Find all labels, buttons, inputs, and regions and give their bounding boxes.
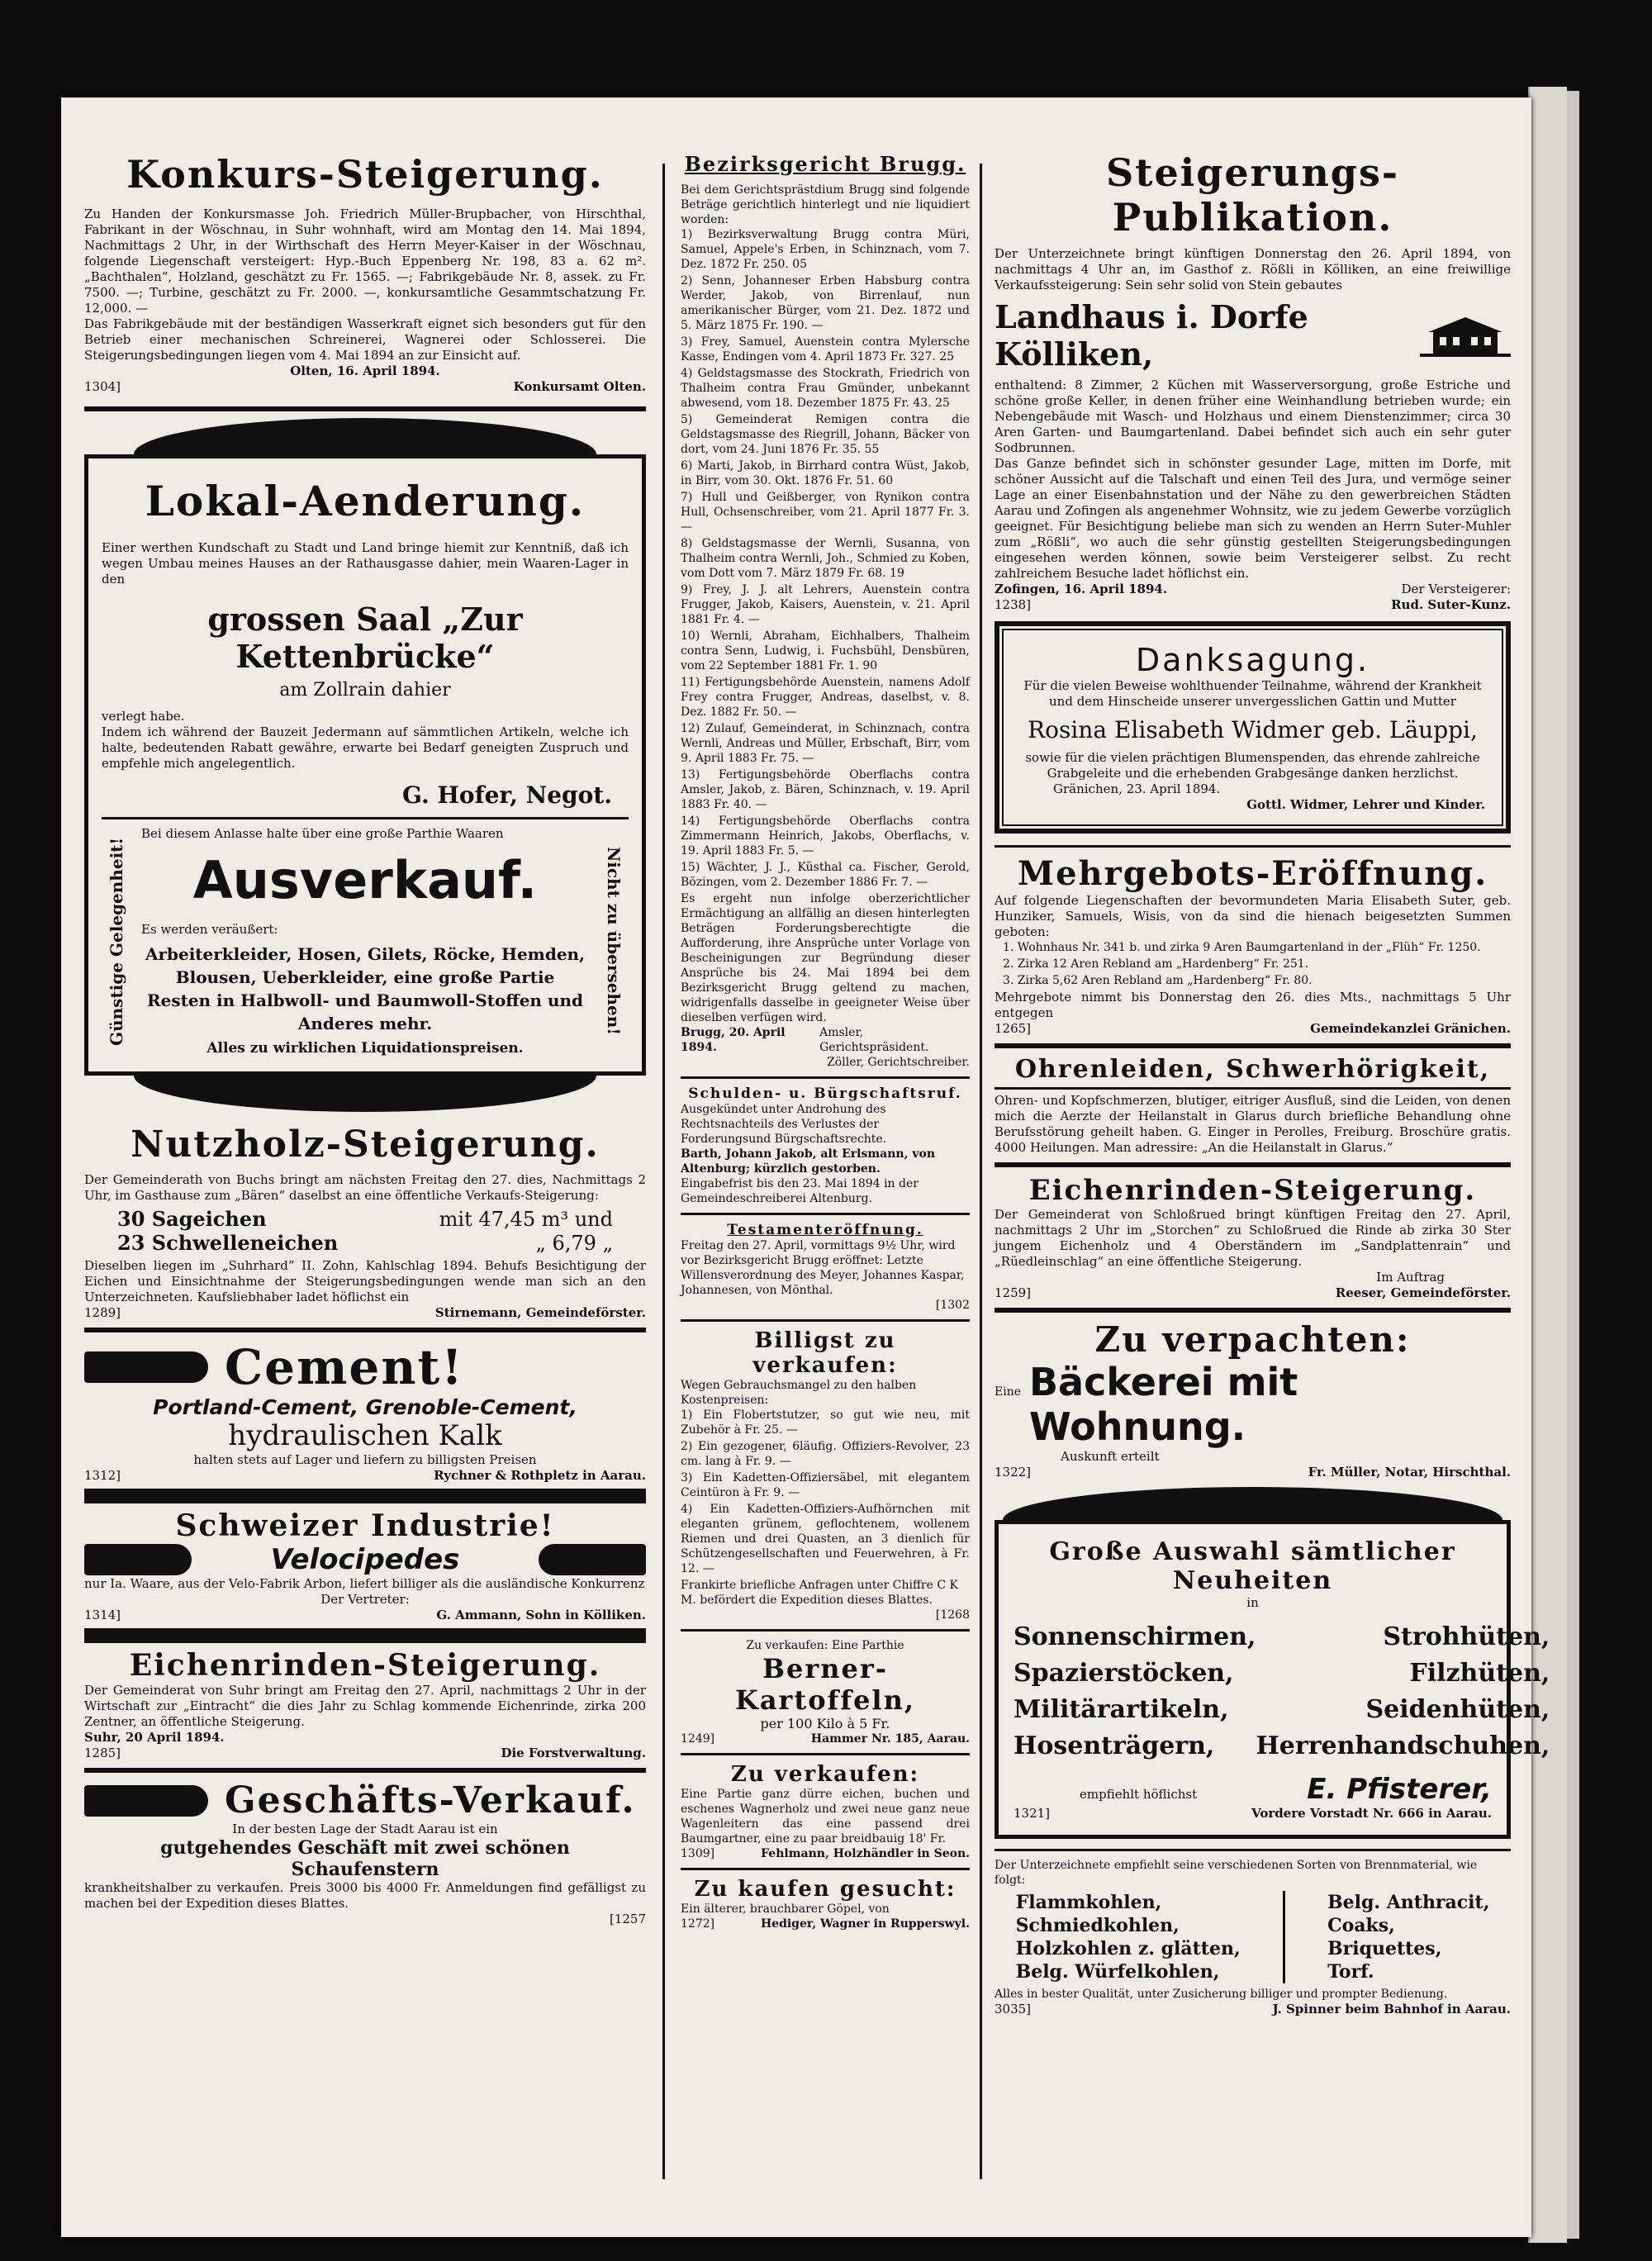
brenn-number: 3035] [995,2002,1032,2016]
pfister-left-item: Sonnenschirmen, [1014,1622,1256,1651]
nutzholz-body: Der Gemeinderath von Buchs bringt am nächsten Freitag den 27. dies, Nachmittags 2 Uhr, im Gasthause zum „Bären“ daselbst an eine öffentliche Verkaufs-Steigerung: [84,1172,646,1203]
lokal-body2: Indem ich während der Bauzeit Jedermann auf sämmtlichen Artikeln, welche ich halte, bedeutenden Rabatt gewähre, erwarte bei Bedarf geneigten Zuspruch und empfehle mich angelegentlich. [102,724,629,771]
bezirk-entry: 8) Geldstagsmasse der Wernli, Susanna, von Thalheim contra Wernli, Joh., Schmied zu Koben, vom Dott vom 7. März 1879 Fr. 68. 19 [681,537,970,580]
bezirk-place: Brugg, 20. April 1894. [681,1026,786,1054]
billigst-number: [1268 [935,1608,970,1622]
lokal-footer: Alles zu wirklichen Liquidationspreisen. [206,1040,524,1057]
pointing-hand-icon-2 [84,1785,208,1817]
lokal-signature: G. Hofer, Negot. [402,781,612,809]
gesucht-ad [681,1877,970,1931]
bezirk-entry: 6) Marti, Jakob, in Birrhard contra Wüst, Jakob, in Birr, vom 30. Okt. 1876 Fr. 51. 60 [681,459,970,487]
steigerung-sig2: Rud. Suter-Kunz. [1391,597,1511,612]
gesucht-signature: Hediger, Wagner in Rupperswyl. [760,1917,970,1931]
nutzholz-item2-label: 23 Schwelleneichen [117,1231,339,1255]
eichen-title: Eichenrinden-Steigerung. [129,1648,601,1683]
testament-notice [681,1222,970,1313]
holz-signature: Fehlmann, Holzhändler in Seon. [761,1847,970,1860]
konkurs-signature: Konkursamt Olten. [513,379,646,394]
bezirk-entry: 11) Fertigungsbehörde Auenstein, namens Adolf Frey contra Frugger, Andreas, daselbst, v. 8. Dez. 1882 Fr. 50. — [681,676,970,719]
gesucht-title: Zu kaufen gesucht: [694,1877,957,1902]
ornament-bottom [134,1076,596,1112]
pacht-title: Zu verpachten: [1094,1319,1411,1360]
bezirk-sig1: Amsler, Gerichtspräsident. [819,1026,929,1054]
dank-title: Danksagung. [1135,642,1370,678]
eichen2-title: Eichenrinden-Steigerung. [1028,1174,1477,1207]
billigst-title: Billigst zu verkaufen: [752,1328,898,1378]
brenn-right-list [1327,1891,1489,1983]
lokal-hall: grossen Saal „Zur Kettenbrücke“ [207,601,523,675]
brenn-left-item: Belg. Würfelkohlen, [1015,1961,1220,1983]
konkurs-title: Konkurs-Steigerung. [126,152,604,197]
bezirk-notice [681,152,970,1070]
pfister-right-item: Seidenhüten, [1365,1695,1550,1724]
billigst-items [681,1408,970,1576]
ornament-top-2 [1003,1487,1502,1520]
bezirk-title: Bezirksgericht Brugg. [684,152,966,176]
velo-representative: Der Vertreter: [320,1592,410,1607]
mehr-number: 1265] [995,1021,1032,1036]
bezirk-entry: 1) Bezirksverwaltung Brugg contra Müri, Samuel, Appele's Erben, in Schinznach, vom 7. Dez. 1872 Fr. 250. 05 [681,228,970,271]
lokal-title: Lokal-Aenderung. [145,477,586,525]
nutzholz-number: 1289] [84,1305,121,1320]
pfister-address: Vordere Vorstadt Nr. 666 in Aarau. [1251,1806,1492,1821]
brenn-right-item: Briquettes, [1327,1938,1442,1959]
konkurs-place: Olten, 16. April 1894. [290,363,440,378]
dank-body: Für die vielen Beweise wohlthuender Teilnahme, während der Krankheit und dem Hinscheide unserer unvergesslichen Gattin und Mutter [1023,678,1482,709]
cement-title: Cement! [225,1339,464,1395]
nutzholz-signature: Stirnemann, Gemeindeförster. [434,1305,646,1320]
testament-body: Freitag den 27. April, vormittags 9½ Uhr, wird vor Bezirksgericht Brugg eröffnet: Letzte Willensverordnung des Meyer, Johannes Kaspar, Johannesen, von Mönthal. [681,1239,965,1297]
bezirk-entry: 13) Fertigungsbehörde Oberflachs contra Amsler, Jakob, z. Bären, Schinznach, v. 19. April 1883 Fr. 40. — [681,768,970,811]
newspaper-page [61,97,1550,2237]
eichen2-signature: Reeser, Gemeindeförster. [1335,1285,1511,1300]
billigst-item: 4) Ein Kadetten-Offiziers-Aufhörnchen mit eleganten grünem, geflochtenem, wollenem Riemen und drei Quasten, an 3 dienlich für Schützengesellschaften und Feuerwehren, à Fr. 12. — [681,1503,970,1575]
mehr-item: 2. Zirka 12 Aren Rebland am „Hardenberg“ Fr. 251. [1003,957,1309,971]
schulden-name: Barth, Johann Jakob, alt Erlsmann, von Altenburg; kürzlich gestorben. [681,1147,936,1176]
dank-signature: Gottl. Widmer, Lehrer und Kinder. [1246,797,1485,812]
pfister-number: 1321] [1014,1806,1051,1821]
cement-signature: Rychner & Rothpletz in Aarau. [434,1468,646,1483]
brenn-left-list [1016,1891,1241,1983]
pfister-left-item: Militärartikeln, [1014,1695,1229,1724]
nutzholz-item1-value: mit 47,45 m³ und [439,1208,613,1231]
steigerung-title: Steigerungs-Publikation. [1106,150,1399,240]
pacht-signature: Fr. Müller, Notar, Hirschthal. [1308,1465,1511,1480]
mehr-item: 1. Wohnhaus Nr. 341 b. und zirka 9 Aren Baumgartenland in der „Flüh“ Fr. 1250. [1003,941,1481,954]
eichen-signature: Die Forstverwaltung. [501,1746,646,1760]
bezirk-entry: 15) Wächter, J. J., Küsthal ca. Fischer, Gerold, Bözingen, vom 2. Dezember 1886 Fr. 7. — [681,861,970,889]
konkurs-body2: Das Fabrikgebäude mit der beständigen Wasserkraft eignet sich besonders gut für den Betrieb einer mechanischen Schreinerei, Wagnerei oder Schlosserei. Die Steigerungsbedingungen liegen vom 4. Mai 1894 an zur Einsicht auf. [84,316,646,363]
velo-body: nur Ia. Waare, aus der Velo-Fabrik Arbon, liefert billiger als die ausländische Konkurrenz [84,1576,645,1591]
eichen2-auftrag: Im Auftrag [1376,1270,1445,1285]
brenn-right-item: Coaks, [1327,1915,1395,1936]
ohren-ad [995,1055,1511,1156]
velo-signature: G. Ammann, Sohn in Kölliken. [436,1608,646,1622]
holz-title: Zu verkaufen: [730,1762,920,1787]
eichen2-body: Der Gemeinderat von Schloßrued bringt künftigen Freitag den 27. April, nachmittags 2 Uhr im „Storchen“ zu Schloßrued die Rinde ab zirka 30 Ster jungem Eichenholz und 4 Oberständern im „Sandplattenrain“ und „Rüedleinschlag“ an eine öffentliche Steigerung. [995,1207,1511,1269]
steigerung-body2: enthaltend: 8 Zimmer, 2 Küchen mit Wasserversorgung, große Estriche und schöne große Keller, in denen früher eine Weinhandlung betrieben wurde; ein Nebengebäude mit Wasch- und Holzhaus und einem Dienstenzimmer; circa 30 Aren Garten- und Baumgartenland. Dabei befindet sich auch ein sehr guter Sodbrunnen. [995,378,1511,455]
schulden-body: Ausgekündet unter Androhung des Rechtsnachteils des Verlustes der Forderungsund Bürgschaftsrechte. [681,1103,887,1146]
pfister-in: in [1246,1595,1259,1610]
billigst-item: 2) Ein gezogener, 6läufig. Offiziers-Revolver, 23 cm. lang à Fr. 9. — [681,1440,970,1468]
house-icon [1420,314,1511,357]
lokal-list-intro: Es werden veräußert: [141,922,278,937]
holz-number: 1309] [681,1847,715,1860]
schulden-title: Schulden- u. Bürgschaftsruf. [688,1085,962,1102]
brenn-ad [995,1858,1511,2017]
konkurs-number: 1304] [84,379,121,394]
mehr-signature: Gemeindekanzlei Gränichen. [1310,1021,1511,1036]
berner-ad [681,1638,970,1746]
eichen-ad [84,1648,646,1761]
pfister-ad [995,1487,1550,1839]
lokal-intro: Bei diesem Anlasse halte über eine große Parthie Waaren [141,826,504,841]
brenn-left-item: Schmiedkohlen, [1015,1915,1180,1936]
velo-number: 1314] [84,1608,121,1622]
lokal-street: am Zollrain dahier [279,680,451,701]
nutzholz-ad [84,1123,646,1321]
geschaeft-title: Geschäfts-Verkauf. [225,1779,636,1822]
konkurs-ad [84,152,646,395]
berner-price: per 100 Kilo à 5 Fr. [760,1716,890,1731]
bezirk-entry: 14) Fertigungsbehörde Oberflachs contra Zimmermann Heinrich, Jakobs, Oberflachs, v. 19. April 1883 Fr. 5. — [681,815,970,857]
steigerung-place: Zofingen, 16. April 1894. [995,582,1168,596]
billigst-item: 1) Ein Flobertstutzer, so gut wie neu, mit Zubehör à Fr. 25. — [681,1408,970,1437]
eichen2-ad [995,1174,1511,1301]
steigerung-body: Der Unterzeichnete bringt künftigen Donnerstag den 26. April 1894, von nachmittags 4 Uhr an, im Gasthof z. Rößli in Kölliken, an eine freiwillige Verkaufssteigerung: Sein sehr solid von Stein gebautes [995,246,1511,292]
pointing-hand-right-icon [539,1544,646,1575]
konkurs-body: Zu Handen der Konkursmasse Joh. Friedrich Müller-Brupbacher, von Hirschthal, Fabrikant in der Wöschnau, in Suhr wohnhaft, wird am Montag den 14. Mai 1894, Nachmittags 2 Uhr, in der Wirthschaft des Herrn Meyer-Kaiser in der Wöschnau, folgende Liegenschaft versteigert: Hyp.-Buch Eppenberg Nr. 198, 83 a. 62 m². „Bachthalen“, Holzland, geschätzt zu Fr. 1565. —; Fabrikgebäude Nr. 8, assek. zu Fr. 7500. —; Turbine, geschätzt zu Fr. 2000. —, konkursamtliche Gesammtschatzung Fr. 12,000. — [84,207,646,316]
bezirk-entry: 9) Frey, J. J. alt Lehrers, Auenstein contra Frugger, Jakob, Kaisers, Auenstein, v. 21. April 1881 Fr. 4. — [681,583,970,626]
mehr-title: Mehrgebots-Eröffnung. [1017,854,1488,893]
berner-line1: Zu verkaufen: Eine Parthie [746,1639,904,1652]
bezirk-entry: 12) Zulauf, Gemeinderat, in Schinznach, contra Wernli, Andreas und Müller, Erbschaft, Birr, vom 9. April 1883 Fr. 75. — [681,722,970,765]
eichen-body: Der Gemeinderat von Suhr bringt am Freitag den 27. April, nachmittags 2 Uhr in der Wirtschaft zur „Eintracht“ die dies Jahr zu Schlag kommende Eichenrinde, zirka 200 Zentner, an öffentliche Steigerung. [84,1683,646,1729]
column-rule-2 [980,164,982,2179]
steigerung-ad [995,150,1511,613]
geschaeft-number: [1257 [609,1912,646,1926]
billigst-intro: Wegen Gebrauchsmangel zu den halben Kostenpreisen: [681,1379,917,1407]
lokal-sale: Ausverkauf. [192,850,538,910]
ohren-body: Ohren- und Kopfschmerzen, blutiger, eitriger Ausfluß, sind die Leiden, von denen mich die Aerzte der Heilanstalt in Glarus durch briefliche Behandlung ohne Berufsstörung geheilt haben. G. Einger in Perolles, Freiburg. Broschüre gratis. 4000 Heilungen. Man adressire: „An die Heilanstalt in Glarus.“ [995,1093,1511,1155]
bezirk-entry: 5) Gemeinderat Remigen contra die Geldstagsmasse des Riegrill, Johann, Bäcker von dort, vom 24. Juni 1876 Fr. 35. 55 [681,413,970,456]
bezirk-entry: 2) Senn, Johanneser Erben Habsburg contra Werder, Jakob, von Birrenlauf, nun amerikanischer Bürger, vom 21. Dez. 1872 und 5. März 1875 Fr. 190. — [681,274,970,332]
brenn-body: Alles in bester Qualität, unter Zusicherung billiger und prompter Bedienung. [995,1988,1448,2001]
pfister-right-item: Herrenhandschuhen, [1256,1731,1550,1760]
bezirk-intro: Bei dem Gerichtsprästdium Brugg sind folgende Beträge gerichtlich hinterlegt und nie liquidiert worden: [681,183,970,226]
bezirk-entry: 7) Hull und Geißberger, von Rynikon contra Hull, Ochsenschreiber, vom 21. April 1877 Fr. 3. — [681,491,970,534]
page-edge [1528,87,1567,2243]
billigst-ad [681,1328,970,1622]
testament-number: [1302 [935,1299,970,1312]
berner-signature: Hammer Nr. 185, Aarau. [810,1732,970,1746]
holz-ad [681,1762,970,1861]
velo-ad [84,1508,646,1623]
lokal-body: Einer werthen Kundschaft zu Stadt und Land bringe hiemit zur Kenntniß, daß ich wegen Umbau meines Hauses an der Rathausgasse dahier, mein Waaren-Lager in den [102,540,629,587]
dank-place: Gränichen, 23. April 1894. [1053,781,1221,796]
cement-number: 1312] [84,1468,121,1483]
pointing-hand-icon [84,1351,208,1383]
pfister-left-item: Spazierstöcken, [1014,1659,1234,1688]
column-rule-1 [662,164,665,2179]
mehr-item: 3. Zirka 5,62 Aren Rebland am „Hardenberg“ Fr. 80. [1003,974,1313,987]
mehrgebot-ad [995,854,1511,1037]
pfister-right-item: Filzhüten, [1409,1659,1550,1688]
schulden-body2: Eingabefrist bis den 23. Mai 1894 in der Gemeindeschreiberei Altenburg. [681,1177,919,1205]
brenn-right-item: Belg. Anthracit, [1327,1892,1490,1913]
bezirk-entry: 3) Frey, Samuel, Auenstein contra Mylersche Kasse, Endingen vom 4. April 1873 Fr. 327. 25 [681,335,970,363]
steigerung-number: 1238] [995,597,1032,612]
column-2 [681,147,970,1931]
pacht-info: Auskunft erteilt [1061,1449,1160,1464]
velo-title: Schweizer Industrie! [175,1508,555,1543]
ohren-title: Ohrenleiden, Schwerhörigkeit, [1014,1055,1491,1084]
steigerung-sig1: Der Versteigerer: [1401,582,1511,596]
brenn-intro: Der Unterzeichnete empfiehlt seine verschiedenen Sorten von Brennmaterial, wie folgt: [995,1859,1478,1887]
column-3 [995,147,1550,2017]
mehr-body: Auf folgende Liegenschaften der bevormundeten Maria Elisabeth Suter, geb. Hunziker, Samuels, Wisis, von da sind die hienach beigesetzten Summen geboten: [995,893,1511,939]
holz-body: Eine Partie ganz dürre eichen, buchen und eschenes Wagnerholz und zwei neue ganz neue Wagenleitern das eine passend drei Baumgartner, eine zu paar breidbauig 18' Fr. [681,1788,970,1845]
dank-body2: sowie für die vielen prächtigen Blumenspenden, das ehrende zahlreiche Grabgeleite und die erhebenden Grabgesänge danken herzlichst. [1025,750,1480,781]
danksagung-ad [995,621,1511,834]
berner-number: 1249] [681,1732,715,1746]
bezirk-entries [681,227,970,890]
pfister-recommend: empfiehlt höflichst [1080,1787,1198,1802]
lokal-side-left: Günstige Gelegenheit! [107,837,126,1046]
pfister-left-item: Hosenträgern, [1014,1731,1215,1760]
nutzholz-title: Nutzholz-Steigerung. [131,1123,600,1166]
steigerung-body3: Das Ganze befindet sich in schönster gesunder Lage, mitten im Dorfe, mit schöner Aussicht auf die Talschaft und einen Teil des Jura, und vermöge seiner Lage an einer Eisenbahnstation und der Nähe zu den gewerbreichen Städten Aarau und Zofingen als angenehmer Wohnsitz, wie zu jedem Gewerbe vorzüglich geeignet. Für Besichtigung beliebe man sich zu wenden an Herrn Suter-Muhler zum „Rößli“, wo auch die sehr günstig gestellten Steigerungsbedingungen eingesehen werden können, sowie beim Versteigerer selbst. Zu recht zahlreichem Besuche ladet höflichst ein. [995,456,1511,581]
nutzholz-item2-value: „ 6,79 „ [535,1232,613,1255]
cement-ad [84,1339,646,1484]
geschaeft-ad [84,1779,646,1927]
eichen-number: 1285] [84,1746,121,1760]
pfister-title: Große Auswahl sämtlicher Neuheiten [1049,1537,1456,1595]
testament-title: Testamenteröffnung. [727,1222,923,1238]
brenn-left-item: Holzkohlen z. glätten, [1015,1938,1241,1959]
bezirk-entry: 4) Geldstagsmasse des Stockrath, Friedrich von Thalheim contra Frau Gmünder, unbekannt abwesend, vom 18. Dezember 1875 Fr. 43. 25 [681,367,970,410]
lokal-ad [84,418,646,1112]
bezirk-sig2: Zöller, Gerichtschreiber. [827,1056,970,1069]
pfister-right-list [1256,1619,1550,1765]
eichen2-number: 1259] [995,1285,1032,1300]
brenn-signature: J. Spinner beim Bahnhof in Aarau. [1272,2002,1511,2016]
pacht-ad [995,1319,1511,1480]
bezirk-body2: Es ergeht nun infolge oberzerichtlicher Ermächtigung an allfällig an diesen hinterlegten Beträgen Forderungsberechtigte die Aufforderung, ihre Ansprüche unter Vorlage von Bescheinigungen zur Begründung dieser Ansprüche bis 24. Mai 1894 bei dem Bezirksgericht Brugg geltend zu machen, widrigenfalls dasselbe in geeigneter Weise über dieselben verfügen wird. [681,892,970,1024]
gesucht-body: Ein älterer, brauchbarer Göpel, von [681,1902,890,1916]
pacht-eine: Eine [995,1385,1021,1399]
lokal-list: Arbeiterkleider, Hosen, Gilets, Röcke, Hemden, Blousen, Ueberkleider, eine große Partie Resten in Halbwoll- und Baumwoll-Stoffen und Anderes mehr. [145,944,586,1033]
pfister-right-item: Strohhüten, [1383,1622,1550,1651]
cement-line2: hydraulischen Kalk [228,1419,502,1452]
gesucht-number: 1272] [681,1917,715,1931]
brenn-right-item: Torf. [1327,1961,1374,1983]
bezirk-entry: 10) Wernli, Abraham, Eichhalbers, Thalheim contra Senn, Ludwig, i. Fuchsbühl, Densbüren, vom 22 September 1881 Fr. 1. 90 [681,629,970,672]
steigerung-house: Landhaus i. Dorfe Kölliken, [995,298,1308,373]
nutzholz-body2: Dieselben liegen im „Suhrhard“ II. Zohn, Kahlschlag 1894. Behufs Besichtigung der Eichen und Einsichtnahme der Steigerungsbedingungen wende man sich an den Unterzeichneten. Kaufsliebhaber ladet höflichst ein [84,1258,646,1304]
cement-line1: Portland-Cement, Grenoble-Cement, [153,1395,577,1419]
dank-name: Rosina Elisabeth Widmer geb. Läuppi, [1028,716,1478,743]
lokal-moved: verlegt habe. [102,709,185,724]
brenn-left-item: Flammkohlen, [1015,1892,1162,1913]
geschaeft-body2: krankheitshalber zu verkaufen. Preis 3000 bis 4000 Fr. Anmeldungen find gefälligst zu machen bei der Expedition dieses Blattes. [84,1880,646,1911]
nutzholz-item1-label: 30 Sageichen [117,1207,267,1231]
lokal-side-right: Nicht zu übersehen! [604,847,624,1036]
pfister-signature: E. Pfisterer, [1307,1773,1492,1806]
pointing-hand-left-icon [84,1544,192,1575]
mehr-items [995,940,1511,988]
mehr-body2: Mehrgebote nimmt bis Donnerstag den 26. dies Mts., nachmittags 5 Uhr entgegen [995,990,1511,1020]
eichen-place: Suhr, 20 April 1894. [84,1730,225,1745]
berner-title: Berner-Kartoffeln, [735,1653,915,1716]
velo-subtitle: Velocipedes [270,1543,460,1576]
geschaeft-bold: gutgehendes Geschäft mit zwei schönen Schaufenstern [160,1837,570,1880]
schulden-notice [681,1085,970,1206]
pfister-left-list [1014,1619,1256,1765]
billigst-body2: Frankirte briefliche Anfragen unter Chiffre C K M. befördert die Expedition dieses Blattes. [681,1579,958,1607]
pacht-number: 1322] [995,1465,1032,1480]
geschaeft-body: In der besten Lage der Stadt Aarau ist ein [232,1822,498,1836]
column-1 [84,147,646,1927]
cement-line3: halten stets auf Lager und liefern zu billigsten Preisen [193,1452,537,1467]
ornament-top [134,418,596,454]
pacht-big: Bäckerei mit Wohnung. [1029,1360,1298,1449]
billigst-item: 3) Ein Kadetten-Offiziersäbel, mit elegantem Ceintüron à Fr. 9. — [681,1471,970,1499]
